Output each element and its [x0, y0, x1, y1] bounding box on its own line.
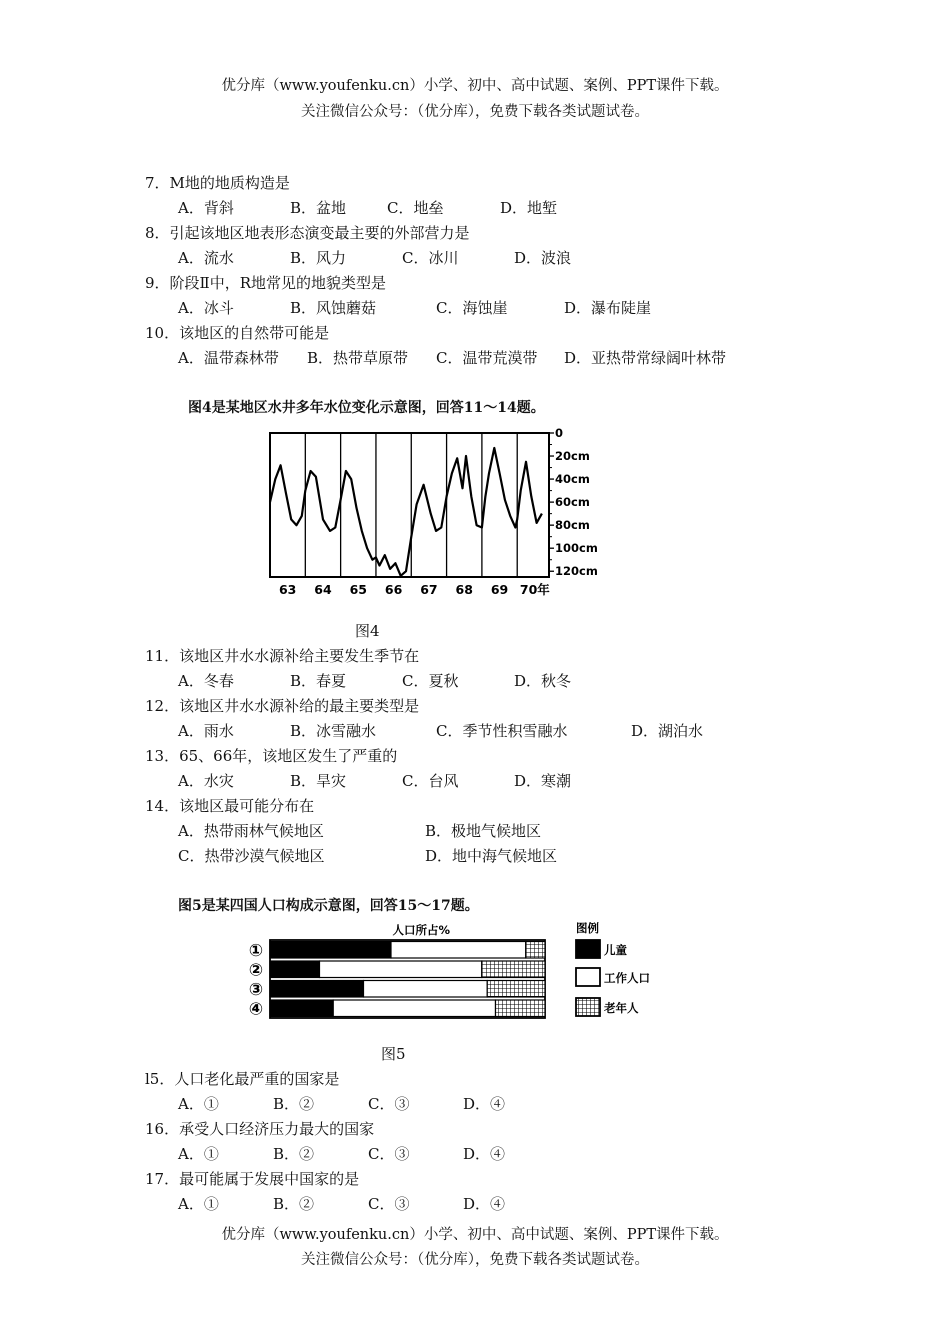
- question-7-stem: 7．M地的地质构造是: [145, 174, 290, 192]
- bar-3-elderly: [487, 981, 545, 998]
- bar-1-working: [391, 942, 526, 959]
- y-tick-label-3: 60cm: [555, 495, 590, 510]
- country-label-1: ①: [248, 940, 264, 961]
- question-7-option-a[interactable]: A．背斜: [178, 199, 234, 217]
- question-13-option-c[interactable]: C．台风: [402, 772, 459, 790]
- figure-5-caption: 图5: [381, 1045, 406, 1063]
- x-tick-label-6: 69: [490, 582, 509, 597]
- question-11-option-c[interactable]: C．夏秋: [402, 672, 459, 690]
- question-13-option-d[interactable]: D．寒潮: [514, 772, 572, 790]
- question-10-option-a[interactable]: A．温带森林带: [178, 349, 279, 367]
- question-9-option-c[interactable]: C．海蚀崖: [436, 299, 508, 317]
- question-16-option-b[interactable]: B．②: [273, 1145, 315, 1163]
- question-8-stem: 8．引起该地区地表形态演变最主要的外部营力是: [145, 224, 470, 242]
- question-14-stem: 14．该地区最可能分布在: [145, 797, 315, 815]
- question-10-stem: 10．该地区的自然带可能是: [145, 324, 330, 342]
- bar-4-working: [333, 1000, 495, 1017]
- question-11-option-d[interactable]: D．秋冬: [514, 672, 572, 690]
- question-9-option-b[interactable]: B．风蚀蘑菇: [290, 299, 377, 317]
- header-line-1: 优分库（www.youfenku.cn）小学、初中、高中试题、案例、PPT课件下载。: [221, 78, 729, 94]
- question-8-option-b[interactable]: B．风力: [290, 249, 347, 267]
- question-15-option-a[interactable]: A．①: [178, 1095, 219, 1113]
- question-14-option-b[interactable]: B．极地气候地区: [425, 822, 542, 840]
- question-15-option-d[interactable]: D．④: [463, 1095, 506, 1113]
- question-17-option-c[interactable]: C．③: [368, 1195, 410, 1213]
- question-17-option-b[interactable]: B．②: [273, 1195, 315, 1213]
- figure-4-intro: 图4是某地区水井多年水位变化示意图，回答11～14题。: [188, 400, 545, 416]
- y-tick-label-0: 0: [555, 426, 564, 440]
- bar-2-elderly: [482, 961, 545, 978]
- question-16-option-a[interactable]: A．①: [178, 1145, 219, 1163]
- question-16-option-c[interactable]: C．③: [368, 1145, 410, 1163]
- question-17-option-a[interactable]: A．①: [178, 1195, 219, 1213]
- question-15-stem: l5．人口老化最严重的国家是: [145, 1070, 340, 1088]
- question-7-option-d[interactable]: D．地堑: [500, 199, 558, 217]
- question-13-option-a[interactable]: A．水灾: [178, 772, 234, 790]
- bar-1-children: [270, 942, 391, 959]
- figure-5-axis-title: 人口所占%: [392, 923, 451, 937]
- question-12-option-a[interactable]: A．雨水: [178, 722, 234, 740]
- bar-1-elderly: [526, 942, 545, 959]
- question-12-option-b[interactable]: B．冰雪融水: [290, 722, 377, 740]
- x-tick-label-2: 65: [349, 582, 367, 597]
- country-label-3: ③: [248, 979, 264, 1000]
- bar-3-children: [270, 981, 364, 998]
- legend-swatch-elderly: [576, 998, 600, 1016]
- question-15-option-c[interactable]: C．③: [368, 1095, 410, 1113]
- bar-4-elderly: [496, 1000, 546, 1017]
- question-11-option-b[interactable]: B．春夏: [290, 672, 347, 690]
- country-label-2: ②: [248, 960, 264, 981]
- question-14-option-c[interactable]: C．热带沙漠气候地区: [178, 847, 325, 865]
- question-16-stem: 16．承受人口经济压力最大的国家: [145, 1120, 375, 1138]
- y-tick-label-2: 40cm: [555, 472, 590, 487]
- question-12-stem: 12．该地区井水水源补给的最主要类型是: [145, 697, 420, 715]
- x-tick-label-3: 66: [384, 582, 403, 597]
- question-12-option-c[interactable]: C．季节性积雪融水: [436, 722, 568, 740]
- x-tick-label-7: 70年: [519, 582, 550, 597]
- x-tick-label-0: 63: [278, 582, 297, 597]
- bar-4-children: [270, 1000, 333, 1017]
- question-14-option-a[interactable]: A．热带雨林气候地区: [178, 822, 324, 840]
- question-9-option-a[interactable]: A．冰斗: [178, 299, 234, 317]
- question-9-option-d[interactable]: D．瀑布陡崖: [564, 299, 652, 317]
- country-label-4: ④: [248, 999, 264, 1020]
- question-7-option-c[interactable]: C．地垒: [387, 199, 444, 217]
- figure-5-population-structure-chart: [238, 916, 670, 1026]
- legend-title: 图例: [576, 921, 599, 935]
- figure-4-caption: 图4: [355, 622, 380, 640]
- question-11-option-a[interactable]: A．冬春: [178, 672, 234, 690]
- bar-3-working: [364, 981, 488, 998]
- legend-swatch-children: [576, 940, 600, 958]
- legend-swatch-working: [576, 968, 600, 986]
- question-13-stem: 13．65、66年，该地区发生了严重的: [145, 747, 398, 765]
- legend-label-working: 工作人口: [604, 971, 650, 985]
- question-14-option-d[interactable]: D．地中海气候地区: [425, 847, 558, 865]
- y-tick-label-5: 100cm: [555, 541, 598, 556]
- footer-line-2: 关注微信公众号：（优分库），免费下载各类试题试卷。: [301, 1252, 649, 1268]
- header-line-2: 关注微信公众号：（优分库），免费下载各类试题试卷。: [301, 104, 649, 120]
- question-7-option-b[interactable]: B．盆地: [290, 199, 347, 217]
- x-tick-label-5: 68: [455, 582, 473, 597]
- question-8-option-c[interactable]: C．冰川: [402, 249, 459, 267]
- figure-4-well-water-level-chart: [262, 418, 622, 600]
- question-16-option-d[interactable]: D．④: [463, 1145, 506, 1163]
- footer-line-1: 优分库（www.youfenku.cn）小学、初中、高中试题、案例、PPT课件下载。: [221, 1227, 729, 1243]
- question-12-option-d[interactable]: D．湖泊水: [631, 722, 704, 740]
- question-10-option-c[interactable]: C．温带荒漠带: [436, 349, 538, 367]
- y-tick-label-6: 120cm: [555, 564, 598, 579]
- x-tick-label-1: 64: [314, 582, 332, 597]
- question-10-option-b[interactable]: B．热带草原带: [307, 349, 409, 367]
- question-8-option-a[interactable]: A．流水: [178, 249, 234, 267]
- question-17-option-d[interactable]: D．④: [463, 1195, 506, 1213]
- bar-2-children: [270, 961, 320, 978]
- y-tick-label-4: 80cm: [555, 518, 590, 533]
- figure-5-intro: 图5是某四国人口构成示意图，回答15～17题。: [178, 898, 479, 914]
- question-13-option-b[interactable]: B．旱灾: [290, 772, 347, 790]
- bar-2-working: [320, 961, 482, 978]
- water-level-line: [270, 448, 542, 576]
- legend-label-children: 儿童: [604, 943, 627, 957]
- y-tick-label-1: 20cm: [555, 449, 590, 464]
- x-tick-label-4: 67: [420, 582, 438, 597]
- question-11-stem: 11．该地区井水水源补给主要发生季节在: [145, 647, 420, 665]
- question-17-stem: 17．最可能属于发展中国家的是: [145, 1170, 360, 1188]
- question-15-option-b[interactable]: B．②: [273, 1095, 315, 1113]
- question-9-stem: 9．阶段Ⅱ中，R地常见的地貌类型是: [145, 274, 387, 292]
- question-8-option-d[interactable]: D．波浪: [514, 249, 572, 267]
- question-10-option-d[interactable]: D．亚热带常绿阔叶林带: [564, 349, 727, 367]
- legend-label-elderly: 老年人: [604, 1001, 639, 1015]
